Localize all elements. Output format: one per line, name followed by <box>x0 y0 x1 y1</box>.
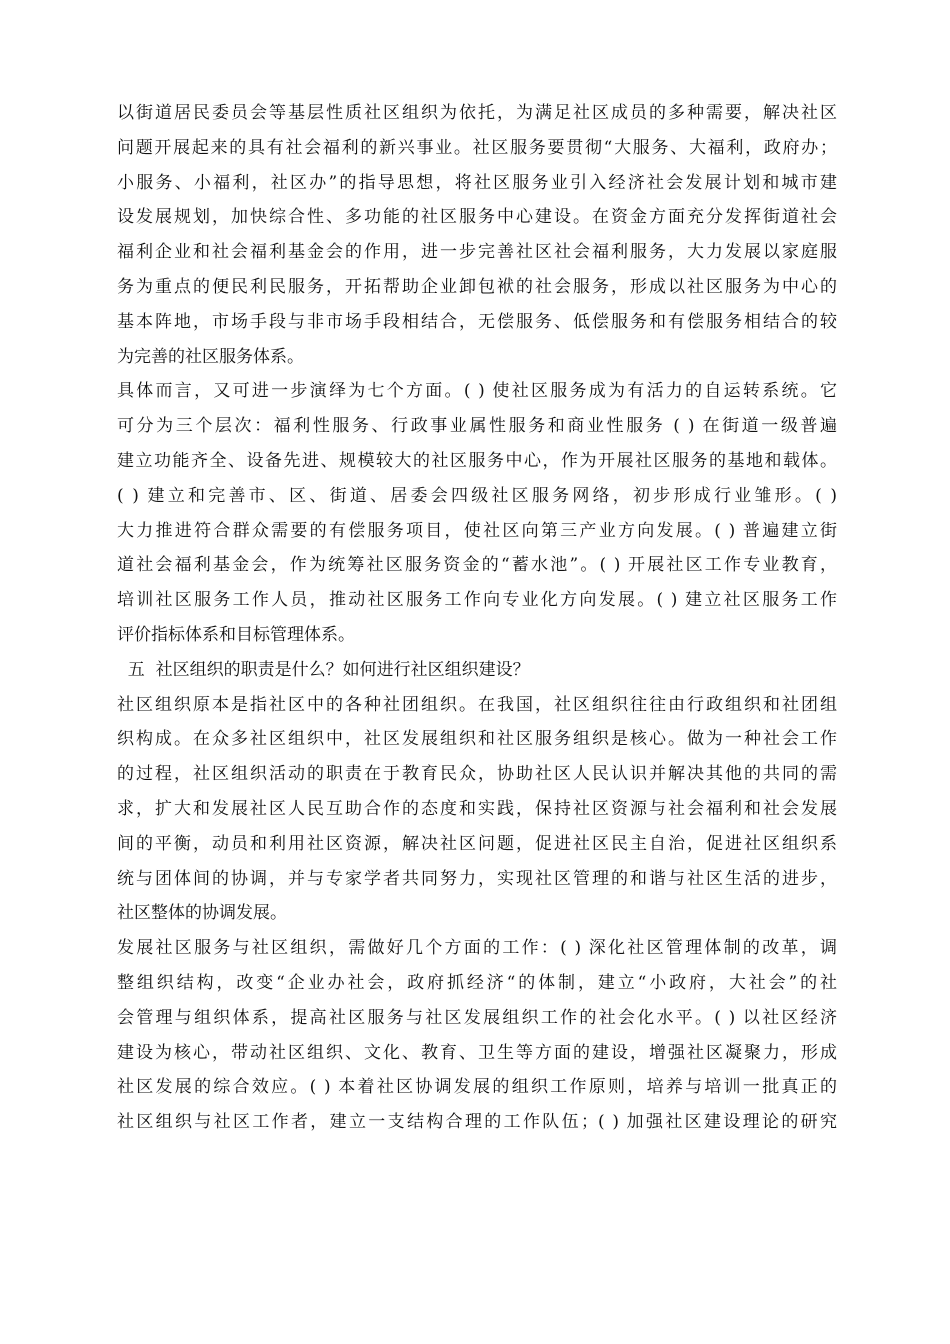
text-line: 整组织结构，改变“企业办社会，政府抓经济“的体制，建立“小政府，大社会”的社 <box>117 972 837 993</box>
text-line: 以街道居民委员会等基层性质社区组织为依托，为满足社区成员的多种需要，解决社区 <box>117 103 837 123</box>
text-line: 大力推进符合群众需要的有偿服务项目，使社区向第三产业方向发展。( ) 普遍建立街 <box>117 520 837 541</box>
text-line: 求，扩大和发展社区人民互助合作的态度和实践，保持社区资源与社会福利和社会发展 <box>117 798 837 819</box>
text-line: 建立功能齐全、设备先进、规模较大的社区服务中心，作为开展社区服务的基地和载体。 <box>117 450 837 471</box>
text-line: 务为重点的便民利民服务，开拓帮助企业卸包袱的社会服务，形成以社区服务为中心的 <box>117 276 837 297</box>
text-line: 基本阵地，市场手段与非市场手段相结合，无偿服务、低偿服务和有偿服务相结合的较 <box>117 311 837 332</box>
text-line: ( ) 建立和完善市、区、街道、居委会四级社区服务网络，初步形成行业雏形。( ) <box>117 485 837 506</box>
text-line: 评价指标体系和目标管理体系。 <box>117 624 355 645</box>
text-line: 福利企业和社会福利基金会的作用，进一步完善社区社会福利服务，大力发展以家庭服 <box>117 242 837 263</box>
text-line: 可分为三个层次：福利性服务、行政事业属性服务和商业性服务 ( ) 在街道一级普遍 <box>117 416 837 437</box>
text-line: 发展社区服务与社区组织，需做好几个方面的工作：( ) 深化社区管理体制的改革，调 <box>117 938 837 959</box>
text-line: 问题开展起来的具有社会福利的新兴事业。社区服务要贯彻“大服务、大福利，政府办； <box>117 137 837 158</box>
text-line: 会管理与组织体系，提高社区服务与社区发展组织工作的社会化水平。( ) 以社区经济 <box>117 1007 837 1028</box>
text-line: 的过程，社区组织活动的职责在于教育民众，协助社区人民认识并解决其他的共同的需 <box>117 764 837 785</box>
text-line: 间的平衡，动员和利用社区资源，解决社区问题，促进社区民主自治，促进社区组织系 <box>117 833 837 854</box>
text-line: 具体而言，又可进一步演绎为七个方面。( ) 使社区服务成为有活力的自运转系统。它 <box>117 381 837 402</box>
text-line: 道社会福利基金会，作为统筹社区服务资金的“蓄水池”。( ) 开展社区工作专业教育， <box>117 555 837 576</box>
text-line: 培训社区服务工作人员，推动社区服务工作向专业化方向发展。( ) 建立社区服务工作 <box>117 590 837 611</box>
section-heading-text: 五 社区组织的职责是什么？如何进行社区组织建设？ <box>117 659 530 680</box>
document-body <box>117 96 837 1140</box>
text-line: 社区发展的综合效应。( ) 本着社区协调发展的组织工作原则，培养与培训一批真正的 <box>117 1077 837 1098</box>
text-line: 建设为核心，带动社区组织、文化、教育、卫生等方面的建设，增强社区凝聚力，形成 <box>117 1042 837 1063</box>
text-line: 织构成。在众多社区组织中，社区发展组织和社区服务组织是核心。做为一种社会工作 <box>117 729 837 750</box>
text-line: 小服务、小福利，社区办”的指导思想，将社区服务业引入经济社会发展计划和城市建 <box>117 172 837 193</box>
paragraph-development-work <box>117 931 837 1140</box>
text-line: 社区整体的协调发展。 <box>117 903 287 924</box>
paragraph-seven-aspects <box>117 374 837 652</box>
section-heading-five <box>117 653 837 688</box>
paragraph-community-service-definition <box>117 96 837 374</box>
text-line: 统与团体间的协调，并与专家学者共同努力，实现社区管理的和谐与社区生活的进步， <box>117 868 837 889</box>
text-line: 设发展规划，加快综合性、多功能的社区服务中心建设。在资金方面充分发挥街道社会 <box>117 207 837 228</box>
text-line: 社区组织与社区工作者，建立一支结构合理的工作队伍；( ) 加强社区建设理论的研究 <box>117 1112 837 1133</box>
text-line: 社区组织原本是指社区中的各种社团组织。在我国，社区组织往往由行政组织和社团组 <box>117 694 837 715</box>
paragraph-community-organization-duties <box>117 688 837 932</box>
text-line: 为完善的社区服务体系。 <box>117 346 304 367</box>
